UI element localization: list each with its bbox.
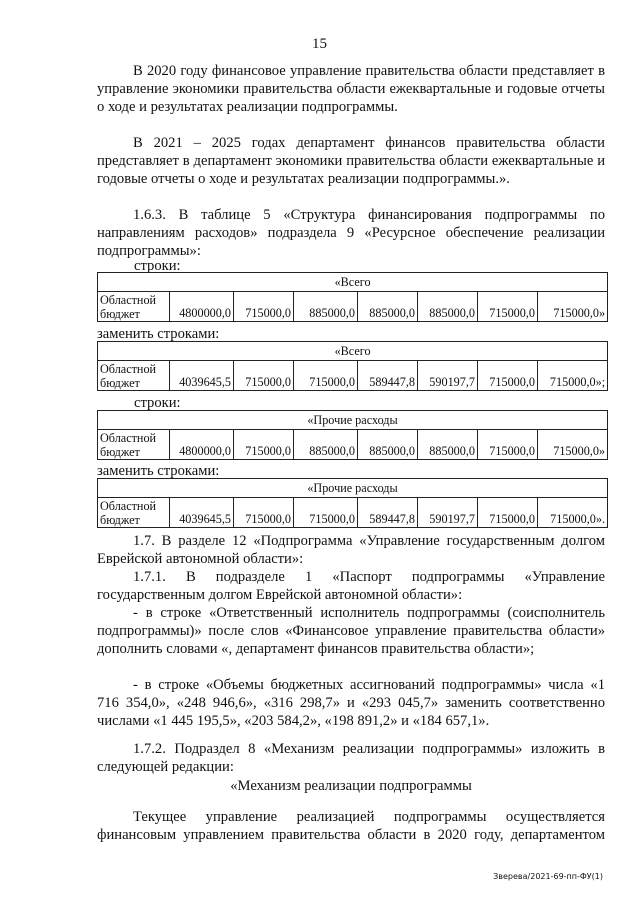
table-row — [98, 292, 608, 322]
budget-table-1 — [97, 272, 608, 322]
cell-value: 885000,0 — [418, 430, 478, 460]
row-name: Областной бюджет — [98, 361, 170, 391]
section-title: «Механизм реализации подпрограммы — [230, 778, 472, 794]
cell-value: 590197,7 — [418, 361, 478, 391]
paragraph-section-12: 1.7. В разделе 12 «Подпрограмма «Управление государственным долгом Еврейской автономной области»: — [97, 533, 605, 567]
cell-value: 715000,0 — [478, 430, 538, 460]
paragraph-finance-2021-2025: В 2021 – 2025 годах департамент финансов правительства области представляет в департамент экономики правительства области ежеквартальные и годовые отчеты о ходе и результатах реализации подпрограммы.». — [97, 135, 605, 187]
cell-value: 715000,0 — [478, 361, 538, 391]
paragraph-table5: 1.6.3. В таблице 5 «Структура финансирования подпрограммы по направлениям расходов» подраздела 9 «Ресурсное обеспечение реализации подпрограммы»: — [97, 207, 605, 259]
table-header-total: «Всего — [98, 273, 608, 292]
label-rows: строки: — [134, 258, 181, 274]
paragraph-current-management: Текущее управление реализацией подпрограммы осуществляется финансовым управлением правительства области в 2020 году, департаментом — [97, 809, 605, 843]
label-replace: заменить строками: — [97, 326, 220, 342]
cell-value: 4039645,5 — [170, 498, 234, 528]
table-row — [98, 361, 608, 391]
paragraph-responsible-executor: - в строке «Ответственный исполнитель подпрограммы (соисполнитель подпрограммы)» после слов «Финансовое управление правительства области» дополнить словами «, департамент финансов правительства области»; — [97, 605, 605, 657]
cell-value: 715000,0»; — [538, 361, 608, 391]
cell-value: 885000,0 — [418, 292, 478, 322]
label-rows: строки: — [134, 395, 181, 411]
cell-value: 715000,0 — [294, 361, 358, 391]
cell-value: 715000,0 — [294, 498, 358, 528]
cell-value: 715000,0». — [538, 498, 608, 528]
paragraph-budget-volumes: - в строке «Объемы бюджетных ассигнований подпрограммы» числа «1 716 354,0», «248 946,6», «316 298,7» и «293 045,7» заменить соответственно числами «1 445 195,5», «203 584,2», «198 891,2» и «184 657,1». — [97, 677, 605, 729]
cell-value: 589447,8 — [358, 361, 418, 391]
cell-value: 715000,0 — [234, 361, 294, 391]
cell-value: 590197,7 — [418, 498, 478, 528]
cell-value: 715000,0 — [234, 430, 294, 460]
cell-value: 715000,0» — [538, 430, 608, 460]
label-replace: заменить строками: — [97, 463, 220, 479]
cell-value: 4800000,0 — [170, 430, 234, 460]
cell-value: 885000,0 — [358, 292, 418, 322]
cell-value: 715000,0 — [478, 292, 538, 322]
row-name: Областной бюджет — [98, 292, 170, 322]
table-row — [98, 498, 608, 528]
footer-reference: Зверева/2021-69-пп-ФУ(1) — [493, 872, 603, 881]
budget-table-4 — [97, 478, 608, 528]
cell-value: 4039645,5 — [170, 361, 234, 391]
paragraph-finance-2020: В 2020 году финансовое управление правительства области представляет в управление экономики правительства области ежеквартальные и годовые отчеты о ходе и результатах реализации подпрограммы. — [97, 63, 605, 115]
cell-value: 885000,0 — [294, 292, 358, 322]
cell-value: 885000,0 — [294, 430, 358, 460]
cell-value: 885000,0 — [358, 430, 418, 460]
cell-value: 715000,0 — [234, 292, 294, 322]
cell-value: 715000,0 — [478, 498, 538, 528]
budget-table-2 — [97, 341, 608, 391]
budget-table-3 — [97, 410, 608, 460]
table-header-other-expenses: «Прочие расходы — [98, 479, 608, 498]
table-row — [98, 430, 608, 460]
cell-value: 715000,0» — [538, 292, 608, 322]
cell-value: 4800000,0 — [170, 292, 234, 322]
paragraph-subsection-1: 1.7.1. В подразделе 1 «Паспорт подпрограммы «Управление государственным долгом Еврейской автономной области»: — [97, 569, 605, 603]
cell-value: 589447,8 — [358, 498, 418, 528]
page-number: 15 — [312, 36, 327, 52]
cell-value: 715000,0 — [234, 498, 294, 528]
table-header-total: «Всего — [98, 342, 608, 361]
row-name: Областной бюджет — [98, 498, 170, 528]
table-header-other-expenses: «Прочие расходы — [98, 411, 608, 430]
row-name: Областной бюджет — [98, 430, 170, 460]
paragraph-subsection-8: 1.7.2. Подраздел 8 «Механизм реализации подпрограммы» изложить в следующей редакции: — [97, 741, 605, 775]
